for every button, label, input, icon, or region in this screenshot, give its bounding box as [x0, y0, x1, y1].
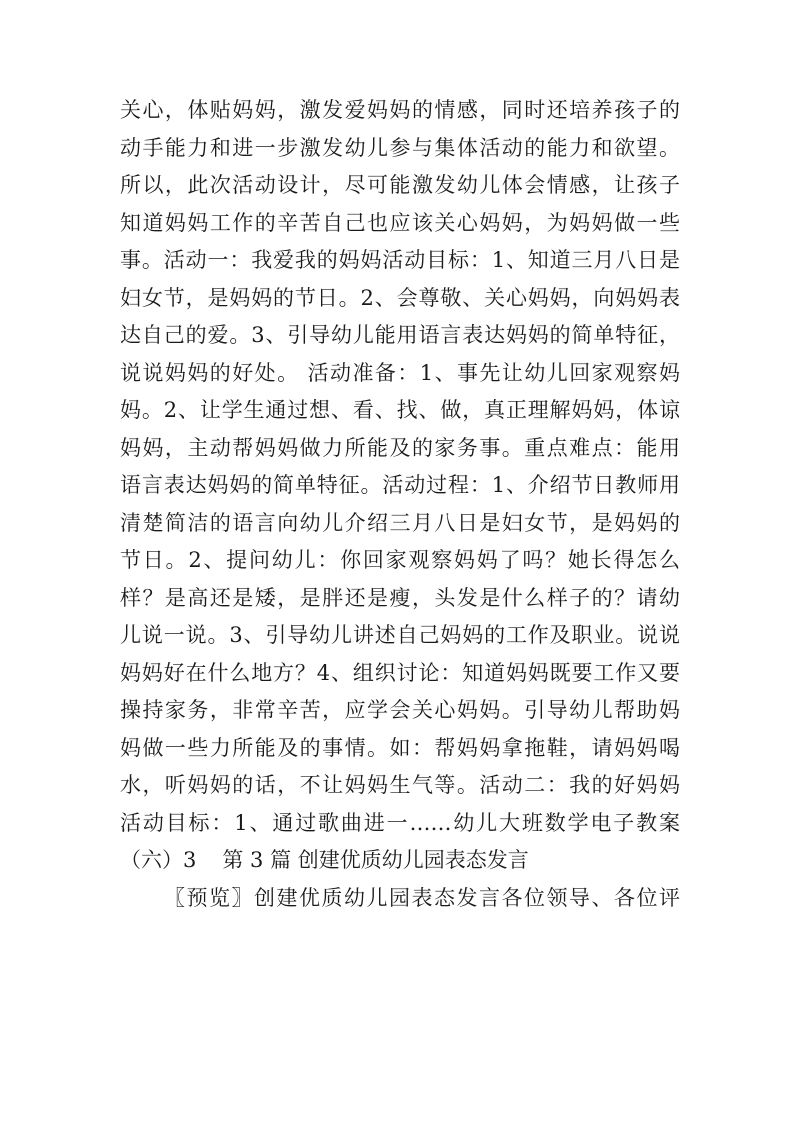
text-line-15: 儿说一说。3、引导幼儿讲述自己妈妈的工作及职业。说说 [120, 623, 680, 647]
text-line-3: 所以，此次活动设计，尽可能激发幼儿体会情感，让孩子 [120, 173, 680, 197]
text-line-11: 语言表达妈妈的简单特征。活动过程：1、介绍节日教师用 [120, 473, 680, 497]
document-body [120, 92, 680, 917]
text-line-13: 节日。2、提问幼儿：你回家观察妈妈了吗？她长得怎么 [120, 548, 680, 572]
text-line-10: 妈妈，主动帮妈妈做力所能及的家务事。重点难点：能用 [120, 435, 680, 460]
heading-title: 第 3 篇 创建优质幼儿园表态发言 [222, 848, 529, 872]
text-line-5: 事。活动一：我爱我的妈妈活动目标：1、知道三月八日是 [120, 248, 680, 272]
preview-line: 〖预览〗创建优质幼儿园表态发言各位领导、各位评 [164, 885, 680, 910]
text-line-18: 妈做一些力所能及的事情。如：帮妈妈拿拖鞋，请妈妈喝 [120, 735, 680, 760]
text-line-19: 水，听妈妈的话，不让妈妈生气等。活动二：我的好妈妈 [120, 773, 680, 797]
section-heading [120, 842, 680, 880]
text-line-2: 动手能力和进一步激发幼儿参与集体活动的能力和欲望。 [120, 135, 680, 160]
text-line-16: 妈妈好在什么地方？4、组织讨论：知道妈妈既要工作又要 [120, 660, 680, 685]
text-line-17: 操持家务，非常辛苦，应学会关心妈妈。引导幼儿帮助妈 [120, 698, 680, 722]
text-line-20: 活动目标：1、通过歌曲进一……幼儿大班数学电子教案 [120, 810, 680, 835]
text-line-8: 说说妈妈的好处。 活动准备：1、事先让幼儿回家观察妈 [120, 360, 680, 385]
text-line-1: 关心，体贴妈妈，激发爱妈妈的情感，同时还培养孩子的 [120, 98, 680, 122]
text-line-7: 达自己的爱。3、引导幼儿能用语言表达妈妈的简单特征， [120, 323, 680, 347]
text-line-4: 知道妈妈工作的辛苦自己也应该关心妈妈，为妈妈做一些 [120, 210, 680, 235]
heading-prefix: （六）3 [120, 848, 197, 872]
text-line-6: 妇女节，是妈妈的节日。2、会尊敬、关心妈妈，向妈妈表 [120, 285, 680, 310]
text-line-12: 清楚简洁的语言向幼儿介绍三月八日是妇女节，是妈妈的 [120, 510, 680, 535]
text-line-14: 样？是高还是矮，是胖还是瘦，头发是什么样子的？请幼 [120, 585, 680, 610]
text-line-9: 妈。2、让学生通过想、看、找、做，真正理解妈妈，体谅 [120, 398, 680, 422]
